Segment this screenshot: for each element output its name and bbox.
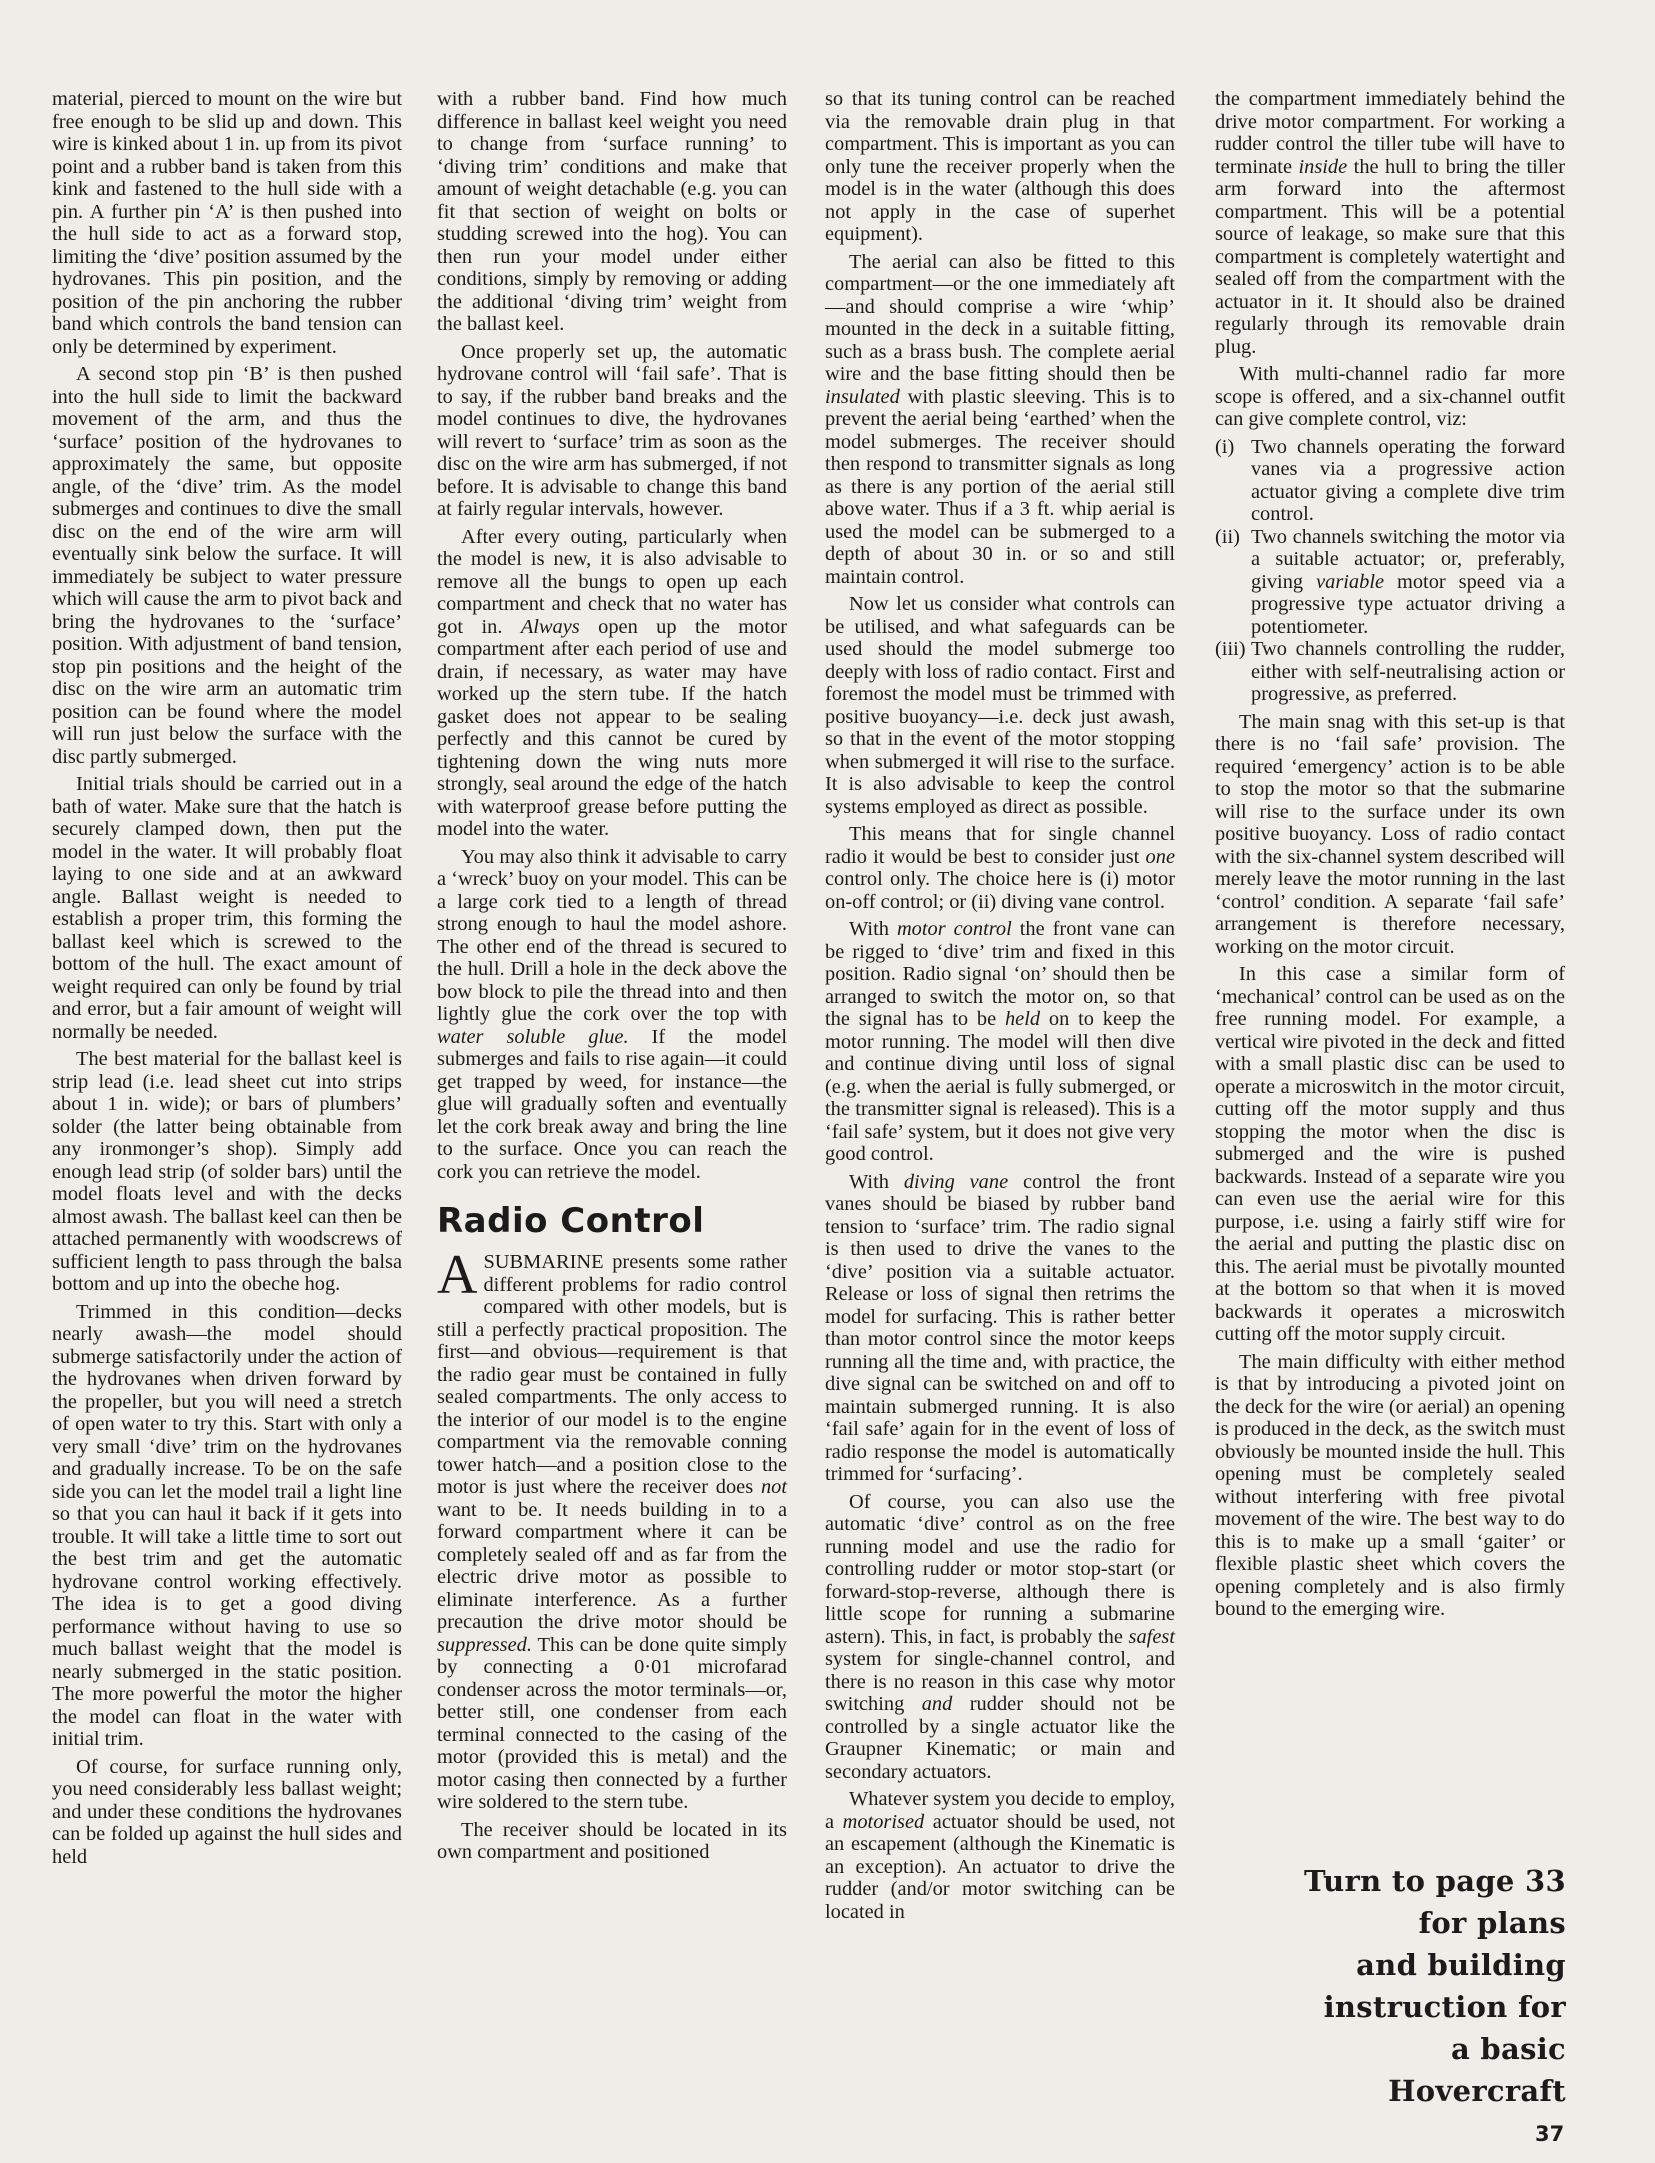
paragraph: material, pierced to mount on the wire but free enough to be slid up and down. This wire is kinked about 1 in. up from its pivot point and a rubber band is taken from this kink and fastened to the hull side with a pin. A further pin ‘A’ is then pushed into the hull side to act as a forward stop, limiting the ‘dive’ position assumed by the hydrovanes. This pin position, and the position of the pin anchoring the rubber band which controls the band tension can only be determined by experiment. bbox=[52, 88, 402, 358]
paragraph: A second stop pin ‘B’ is then pushed into the hull side to limit the backward movement of the arm, and thus the ‘surface’ position of the hydrovanes to approximately the same, but opposite angle, of the ‘dive’ trim. As the model submerges and continues to dive the small disc on the end of the wire arm will eventually sink below the surface. It will immediately be subject to water pressure which will cause the arm to pivot back and bring the hydrovanes to the ‘surface’ position. With adjustment of band tension, stop pin positions and the height of the disc on the wire arm an automatic trim position can be found where the model will run just below the surface with the disc partly submerged. bbox=[52, 363, 402, 768]
emphasis: water soluble glue. bbox=[437, 1025, 629, 1048]
emphasis: one bbox=[1145, 845, 1175, 868]
text-run: motor speed via a progressive type actuator driving a potentiometer. bbox=[1251, 570, 1565, 638]
text-run: with plastic sleeving. This is to prevent the aerial being ‘earthed’ when the model submerges. The receiver should then respond to transmitter signals as long as there is any portion of the aerial still above water. Thus if a 3 ft. whip aerial is used the model can be submerged to a depth of about 30 in. or so and still maintain control. bbox=[825, 385, 1175, 588]
paragraph: Trimmed in this condition—decks nearly awash—the model should submerge satisfactorily under the action of the hydrovanes when driven forward by the propeller, but you will need a stretch of open water to try this. Start with only a very small ‘dive’ trim on the hydrovanes and gradually increase. To be on the safe side you can let the model trail a light line so that you can haul it back if it gets into trouble. It will take a little time to sort out the best trim and get the automatic hydrovane control working effectively. The idea is to get a good diving performance without having to use so much ballast weight that the model is nearly submerged in the static position. The more powerful the motor the higher the model can float in the water with initial trim. bbox=[52, 1300, 402, 1750]
paragraph: so that its tuning control can be reached via the removable drain plug in that compartment. This is important as you can only tune the receiver properly when the model is in the water (although this does not apply in the case of superhet equipment). bbox=[825, 88, 1175, 245]
emphasis: inside bbox=[1298, 155, 1348, 178]
emphasis: motorised bbox=[842, 1810, 925, 1833]
list-number: (i) bbox=[1215, 435, 1235, 458]
text-run: open up the motor compartment after each period of use and drain, if necessary, as water may have worked up the stern tube. If the hatch gasket does not appear to be sealing perfectly and this cannot be cured by tightening down the wing nuts more strongly, seal around the edge of the hatch with waterproof grease before putting the model into the water. bbox=[437, 615, 787, 840]
text-run: rudder should not be controlled by a single actuator like the Graupner Kinematic; or main and secondary actuators. bbox=[825, 1693, 1175, 1783]
text-run: control only. The choice here is (i) motor on-off control; or (ii) diving vane control. bbox=[825, 868, 1175, 913]
text-run: control the front vanes should be biased by rubber band tension to ‘surface’ trim. The radio signal is then used to drive the vanes to the ‘dive’ position via a suitable actuator. Release or loss of signal then retrims the model for surfacing. This is rather better than motor control since the motor keeps running all the time and, with practice, the dive signal can be switched on and off to maintain submerged running. It is also ‘fail safe’ again for in the event of loss of radio response the model is automatically trimmed for ‘surfacing’. bbox=[825, 1170, 1175, 1485]
text-run: Two channels operating the forward vanes via a progressive action actuator giving a complete dive trim control. bbox=[1251, 435, 1565, 525]
list-item bbox=[1215, 526, 1565, 639]
text-column-2 bbox=[437, 88, 787, 1869]
list-item bbox=[1215, 638, 1565, 706]
paragraph: The main snag with this set-up is that there is no ‘fail safe’ provision. The required ‘emergency’ action is to be able to stop the motor so that the submarine will rise to the surface under its own positive buoyancy. Loss of radio contact with the six-channel system described will merely leave the motor running in the last ‘control’ condition. A separate ‘fail safe’ arrangement is therefore necessary, working on the motor circuit. bbox=[1215, 710, 1565, 958]
page-number: 37 bbox=[1535, 2122, 1565, 2146]
text-run: With bbox=[849, 1170, 904, 1193]
paragraph bbox=[437, 846, 787, 1184]
text-run: The aerial can also be fitted to this compartment—or the one immediately aft—and should comprise a wire ‘whip’ mounted in the deck in a suitable fitting, such as a brass bush. The complete aerial wire and the base fitting should then be bbox=[825, 250, 1175, 385]
promo-line: and building bbox=[1356, 1948, 1566, 1982]
paragraph bbox=[825, 918, 1175, 1166]
channel-list bbox=[1215, 436, 1565, 706]
promo-line: Turn to page 33 bbox=[1303, 1864, 1566, 1898]
list-number: (iii) bbox=[1215, 638, 1246, 660]
text-run: Whatever system you decide to employ, a bbox=[825, 1788, 1175, 1833]
text-run: With bbox=[849, 918, 897, 940]
emphasis: held bbox=[1004, 1008, 1041, 1030]
text-run: SUBMARINE presents some rather different problems for radio control compared with other models, but is still a perfectly practical proposition. The first—and obvious—requirement is that the radio gear must be contained in fully sealed compartments. The only access to the interior of our model is to the engine compartment via the removable conning tower hatch—and a position close to the motor is just where the receiver does bbox=[437, 1251, 787, 1498]
paragraph bbox=[437, 526, 787, 841]
section-heading: Radio Control bbox=[437, 1201, 705, 1241]
list-number: (ii) bbox=[1215, 525, 1240, 548]
text-run: You may also think it advisable to carry a ‘wreck’ buoy on your model. This can be a large cork tied to a length of thread strong enough to haul the model ashore. The other end of the thread is secured to the hull. Drill a hole in the deck above the bow block to pile the thread into and then lightly glue the cork over the top with bbox=[437, 845, 787, 1025]
paragraph: The receiver should be located in its own compartment and positioned bbox=[437, 1818, 787, 1863]
emphasis: diving vane bbox=[903, 1170, 1009, 1193]
paragraph: Once properly set up, the automatic hydrovane control will ‘fail safe’. That is to say, if the rubber band breaks and the model continues to dive, the hydrovanes will revert to ‘surface’ trim as soon as the disc on the wire arm has submerged, if not before. It is advisable to change this band at fairly regular intervals, however. bbox=[437, 340, 787, 520]
promo-line: instruction for bbox=[1323, 1990, 1566, 2024]
paragraph: Now let us consider what controls can be utilised, and what safeguards can be used should the model submerge too deeply with loss of radio contact. First and foremost the model must be trimmed with positive buoyancy—i.e. deck just awash, so that in the event of the motor stopping when submerged it will rise to the surface. It is also advisable to keep the control systems employed as direct as possible. bbox=[825, 593, 1175, 818]
emphasis: variable bbox=[1316, 570, 1385, 593]
text-run: This can be done quite simply by connecting a 0·01 microfarad condenser across the motor terminals—or, better still, one condenser from each terminal connected to the casing of the motor (provided this is metal) and the motor casing then connected by a further wire soldered to the stern tube. bbox=[437, 1633, 787, 1813]
promo-line: for plans bbox=[1418, 1906, 1566, 1940]
emphasis: safest bbox=[1128, 1625, 1175, 1648]
paragraph: Initial trials should be carried out in a bath of water. Make sure that the hatch is securely clamped down, then put the model in the water. It will probably float laying to one side and at an awkward angle. Ballast weight is needed to establish a proper trim, this forming the ballast keel which is screwed to the bottom of the hull. The exact amount of weight required can only be found by trial and error, but a fair amount of weight will normally be needed. bbox=[52, 773, 402, 1043]
emphasis: suppressed. bbox=[437, 1633, 532, 1656]
text-run: want to be. It needs building in to a forward compartment where it can be completely sealed off and as far from the electric drive motor as possible to eliminate interference. As a further precaution the drive motor should be bbox=[437, 1498, 787, 1633]
paragraph bbox=[825, 823, 1175, 913]
paragraph bbox=[1215, 88, 1565, 358]
text-run: Of course, you can also use the automatic ‘dive’ control as on the free running model and use the radio for controlling rudder or motor stop-start (or forward-stop-reverse, although there is little scope for running a submarine astern). This, in fact, is probably the bbox=[825, 1490, 1175, 1648]
paragraph: The main difficulty with either method is that by introducing a pivoted joint on the deck for the wire (or aerial) an opening is produced in the deck, as the switch must obviously be mounted inside the hull. This opening must be completely sealed without interfering with free pivotal movement of the wire. The best way to do this is to make up a small ‘gaiter’ or flexible plastic sheet which covers the opening completely and is also firmly bound to the emerging wire. bbox=[1215, 1350, 1565, 1620]
emphasis: not bbox=[760, 1476, 787, 1498]
emphasis: motor control bbox=[896, 918, 1012, 940]
paragraph: The best material for the ballast keel is strip lead (i.e. lead sheet cut into strips about 1 in. wide); or bars of plumbers’ solder (the latter being obtainable from any ironmonger’s shop). Simply add enough lead strip (of solder bars) until the model floats level and with the decks almost awash. The ballast keel can then be attached permanently with woodscrews of sufficient length to pass through the balsa bottom and up into the obeche hog. bbox=[52, 1048, 402, 1295]
emphasis: and bbox=[921, 1693, 953, 1715]
paragraph bbox=[825, 1788, 1175, 1923]
promo-line: a basic bbox=[1450, 2032, 1566, 2066]
text-run: on to keep the motor running. The model will then dive and continue diving until loss of signal (e.g. when the aerial is fully submerged, or the transmitter signal is released). This is a ‘fail safe’ system, but it does not give very good control. bbox=[825, 1008, 1175, 1165]
text-run: Two channels switching the motor via a suitable actuator; or, preferably, giving bbox=[1251, 525, 1565, 593]
paragraph bbox=[825, 1171, 1175, 1486]
paragraph: In this case a similar form of ‘mechanical’ control can be used as on the free running model. For example, a vertical wire pivoted in the deck and fitted with a small plastic disc can be used to operate a microswitch in the motor circuit, cutting off the motor supply and thus stopping the motor when the disc is submerged and the wire is pushed backwards. Instead of a separate wire you can even use the aerial wire for this purpose, i.e. using a fairly stiff wire for the aerial and putting the plastic disc on this. The aerial must be pivotally mounted at the bottom so that when it is moved backwards it operates a microswitch cutting off the motor supply circuit. bbox=[1215, 963, 1565, 1345]
text-run: the compartment immediately behind the drive motor compartment. For working a rudder control the tiller tube will have to terminate bbox=[1215, 88, 1565, 178]
text-run: This means that for single channel radio it would be best to consider just bbox=[825, 823, 1175, 868]
hovercraft-promo bbox=[1230, 1860, 1566, 2112]
text-run: the hull to bring the tiller arm forward into the aftermost compartment. This will be a potential source of leakage, so make sure that this compartment is completely watertight and sealed off from the compartment with the actuator in it. It should also be drained regularly through its removable drain plug. bbox=[1215, 155, 1565, 358]
paragraph bbox=[825, 1491, 1175, 1784]
text-column-1 bbox=[52, 88, 402, 1873]
emphasis: insulated bbox=[825, 385, 900, 408]
paragraph: Of course, for surface running only, you need considerably less ballast weight; and under these conditions the hydrovanes can be folded up against the hull sides and held bbox=[52, 1755, 402, 1868]
paragraph: with a rubber band. Find how much difference in ballast keel weight you need to change from ‘surface running’ to ‘diving trim’ conditions and make that amount of weight detachable (e.g. you can fit that section of weight on bolts or studding screwed into the hog). You can then run your model under either conditions, simply by removing or adding the additional ‘diving trim’ weight from the ballast keel. bbox=[437, 88, 787, 335]
emphasis: Always bbox=[520, 615, 580, 638]
text-run: the front vane can be rigged to ‘dive’ trim and fixed in this position. Radio signal ‘on’ should then be arranged to switch the motor on, so that the signal has to be bbox=[825, 918, 1175, 1030]
text-run: If the model submerges and fails to rise again—it could get trapped by weed, for instance—the glue will gradually soften and eventually let the cork break away and bring the line to the surface. Once you can reach the cork you can retrieve the model. bbox=[437, 1025, 787, 1183]
text-run: system for single-channel control, and there is no reason in this case why motor switching bbox=[825, 1648, 1175, 1715]
promo-line: Hovercraft bbox=[1388, 2074, 1566, 2108]
text-run: After every outing, particularly when the model is new, it is also advisable to remove all the bungs to open up each compartment and check that no water has got in. bbox=[437, 525, 787, 638]
paragraph bbox=[437, 1244, 787, 1814]
text-run: Two channels controlling the rudder, either with self-neutralising action or progressive, as preferred. bbox=[1251, 638, 1565, 705]
text-column-4 bbox=[1215, 88, 1565, 1626]
text-column-3 bbox=[825, 88, 1175, 1928]
paragraph: With multi-channel radio far more scope is offered, and a six-channel outfit can give complete control, viz: bbox=[1215, 363, 1565, 430]
text-run: actuator should be used, not an escapement (although the Kinematic is an exception). An actuator to drive the rudder (and/or motor switching can be located in bbox=[825, 1810, 1175, 1923]
paragraph bbox=[825, 251, 1175, 589]
list-item bbox=[1215, 436, 1565, 526]
drop-cap: A bbox=[437, 1244, 478, 1306]
